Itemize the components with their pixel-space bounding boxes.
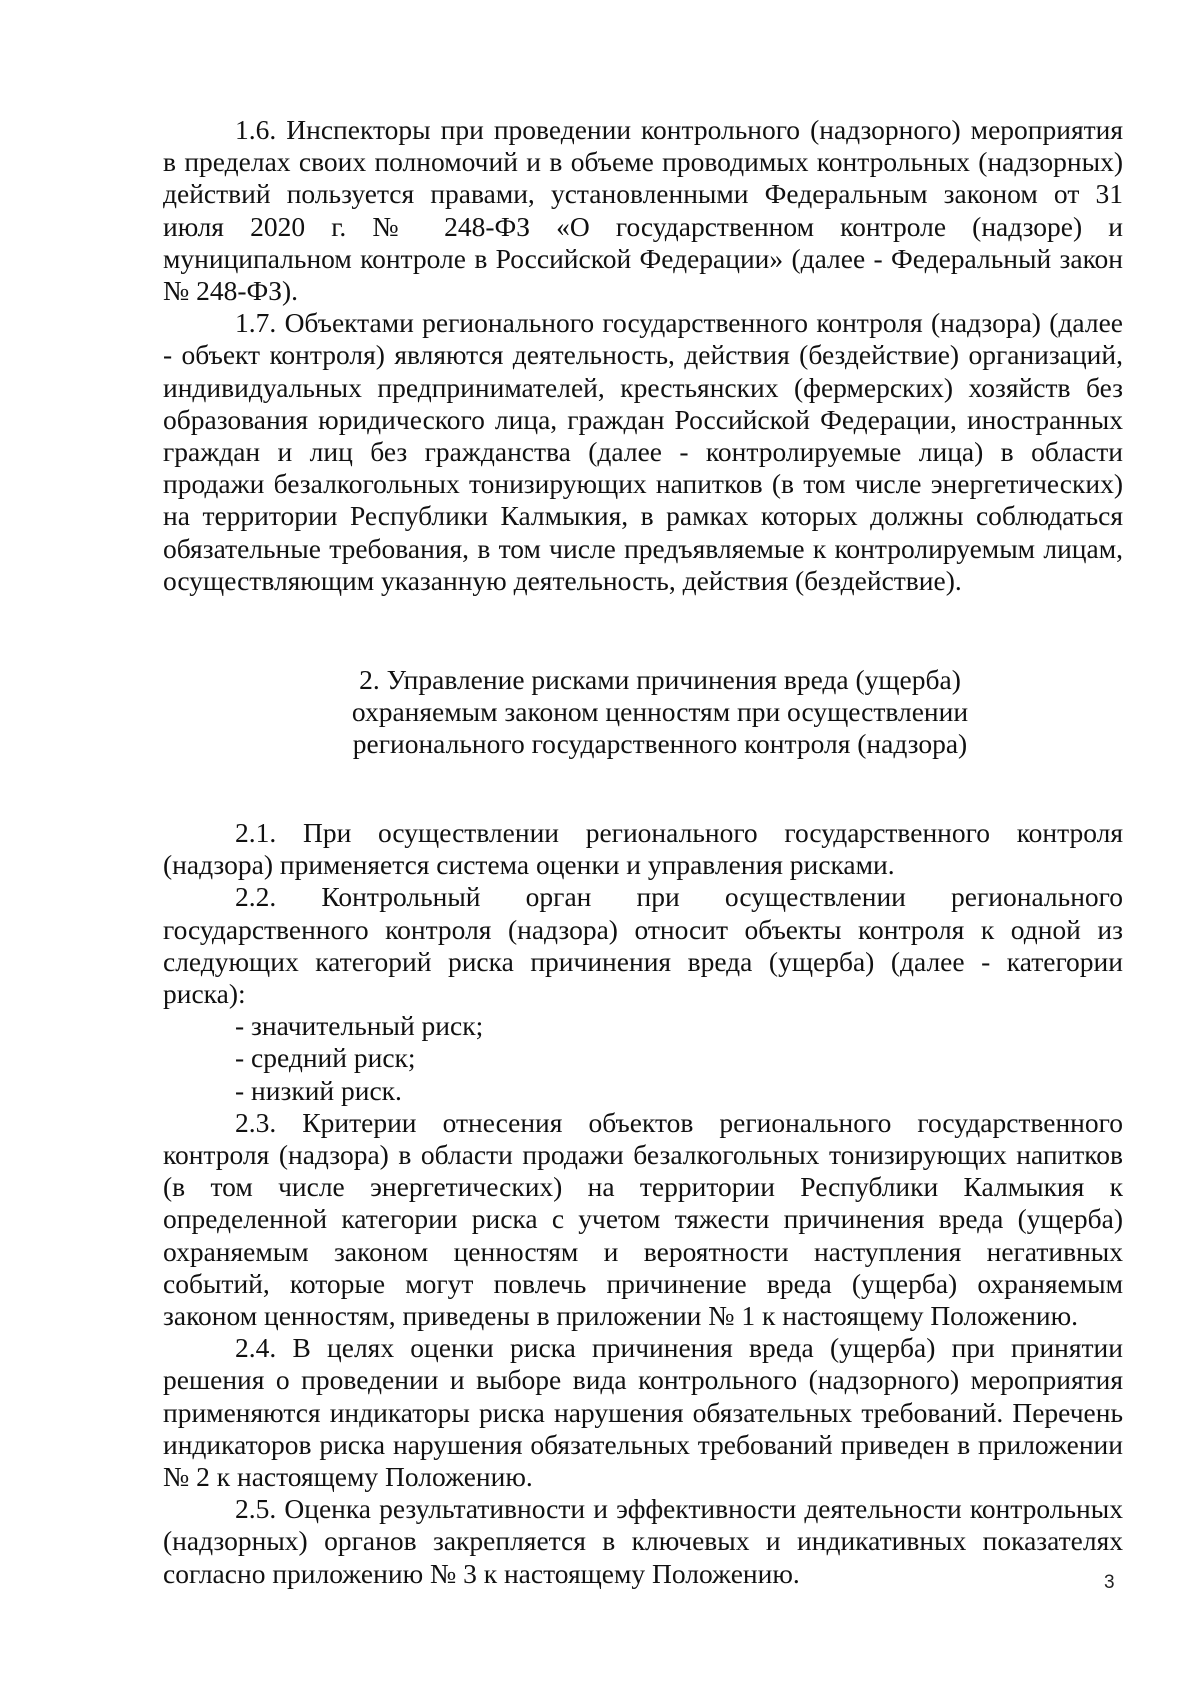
paragraph-1-6: 1.6. Инспекторы при проведении контрольного (надзорного) мероприятия в пределах своих полномочий и в объеме проводимых контрольных (надзорных) действий пользуется правами, установленными Федеральным законом от 31 июля 2020 г. № 248-ФЗ «О государственном контроле (надзоре) и муниципальном контроле в Российской Федерации» (далее - Федеральный закон № 248-ФЗ). <box>163 114 1123 307</box>
paragraph-2-4: 2.4. В целях оценки риска причинения вреда (ущерба) при принятии решения о проведении и выборе вида контрольного (надзорного) мероприятия применяются индикаторы риска нарушения обязательных требований. Перечень индикаторов риска нарушения обязательных требований приведен в приложении № 2 к настоящему Положению. <box>163 1332 1123 1493</box>
heading-line: охраняемым законом ценностям при осуществлении <box>351 696 969 728</box>
section-2-heading <box>330 664 990 761</box>
risk-list-item: - низкий риск. <box>235 1074 402 1106</box>
paragraph-2-2: 2.2. Контрольный орган при осуществлении регионального государственного контроля (надзора) относит объекты контроля к одной из следующих категорий риска причинения вреда (ущерба) (далее - категории риска): <box>163 881 1123 1010</box>
paragraph-1-7: 1.7. Объектами регионального государственного контроля (надзора) (далее - объект контроля) являются деятельность, действия (бездействие) организаций, индивидуальных предпринимателей, крестьянских (фермерских) хозяйств без образования юридического лица, граждан Российской Федерации, иностранных граждан и лиц без гражданства (далее - контролируемые лица) в области продажи безалкогольных тонизирующих напитков (в том числе энергетических) на территории Республики Калмыкия, в рамках которых должны соблюдаться обязательные требования, в том числе предъявляемые к контролируемым лицам, осуществляющим указанную деятельность, действия (бездействие). <box>163 307 1123 596</box>
paragraph-2-3: 2.3. Критерии отнесения объектов регионального государственного контроля (надзора) в области продажи безалкогольных тонизирующих напитков (в том числе энергетических) на территории Республики Калмыкия к определенной категории риска с учетом тяжести причинения вреда (ущерба) охраняемым законом ценностям и вероятности наступления негативных событий, которые могут повлечь причинение вреда (ущерба) охраняемым законом ценностям, приведены в приложении № 1 к настоящему Положению. <box>163 1106 1123 1332</box>
section-1-text <box>163 114 1123 597</box>
risk-list-item: - средний риск; <box>235 1042 416 1074</box>
risk-list-item: - значительный риск; <box>235 1010 484 1042</box>
section-2-text <box>163 817 1123 1590</box>
heading-line: 2. Управление рисками причинения вреда (ущерба) <box>359 664 961 695</box>
page-number: 3 <box>1104 1572 1115 1593</box>
heading-line: регионального государственного контроля (надзора) <box>352 728 968 760</box>
paragraph-2-5: 2.5. Оценка результативности и эффективности деятельности контрольных (надзорных) органов закрепляется в ключевых и индикативных показателях согласно приложению № 3 к настоящему Положению. <box>163 1493 1123 1589</box>
paragraph-2-1: 2.1. При осуществлении регионального государственного контроля (надзора) применяется система оценки и управления рисками. <box>163 817 1123 881</box>
